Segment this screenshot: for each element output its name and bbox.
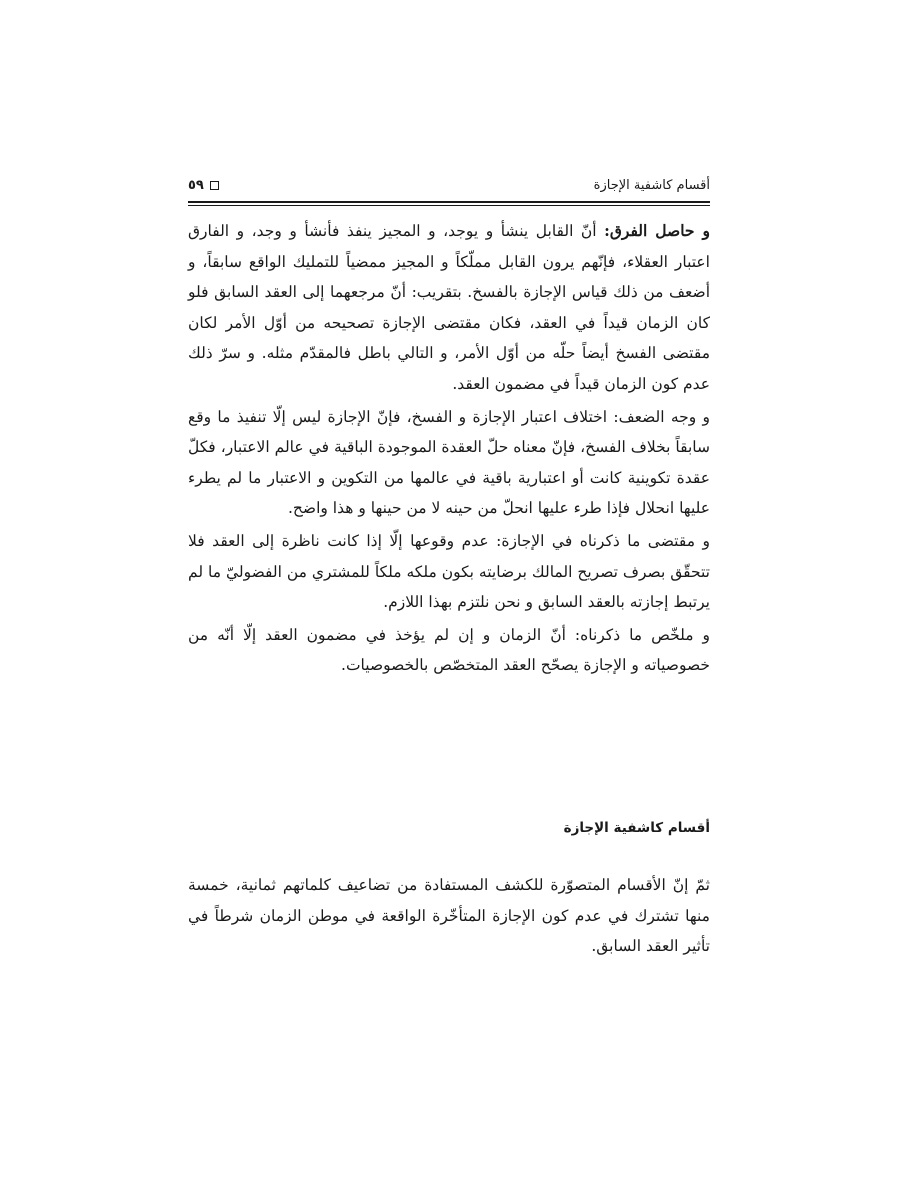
paragraph-1 <box>188 216 710 400</box>
page-number: ٥٩ <box>188 177 204 193</box>
body-text <box>188 216 710 683</box>
page-number-block <box>188 178 219 193</box>
paragraph-4-text: و ملخّص ما ذكرناه: أنّ الزمان و إن لم يؤخذ في مضمون العقد إلّا أنّه من خصوصياته و الإجازة يصحّح العقد المتخصّص بالخصوصيات. <box>188 625 710 675</box>
paragraph-1-text: أنّ القابل ينشأ و يوجد، و المجيز ينفذ فأنشأ و وجد، و الفارق اعتبار العقلاء، فإنّهم يرون القابل مملّكاً و المجيز ممضياً للتمليك الواقع سابقاً، و أضعف من ذلك قياس الإجازة بالفسخ. بتقريب: أنّ مرجعهما إلى العقد السابق فلو كان الزمان قيداً في العقد، فكان مقتضى الإجازة تصحيحه من أوّل الأمر لكان مقتضى الفسخ أيضاً حلّه من أوّل الأمر، و التالي باطل فالمقدّم مثله. و سرّ ذلك عدم كون الزمان قيداً في مضمون العقد. <box>188 222 710 393</box>
section-paragraph: ثمّ إنّ الأقسام المتصوّرة للكشف المستفادة من تضاعيف كلماتهم ثمانية، خمسة منها تشترك في عدم كون الإجازة المتأخّرة الواقعة في موطن الزمان شرطاً في تأثير العقد السابق. <box>188 876 710 956</box>
square-icon <box>210 181 219 190</box>
paragraph-2 <box>188 402 710 524</box>
paragraph-3-text: و مقتضى ما ذكرناه في الإجازة: عدم وقوعها إلّا إذا كانت ناظرة إلى العقد فلا تتحقّق بصرف تصريح المالك برضايته بكون ملكه ملكاً للمشتري من الفضوليّ ما لم يرتبط إجازته بالعقد السابق و نحن نلتزم بهذا اللازم. <box>188 531 710 612</box>
section-heading: أقسام كاشفية الإجازة <box>563 820 710 836</box>
paragraph-2-text: و وجه الضعف: اختلاف اعتبار الإجازة و الفسخ، فإنّ الإجازة ليس إلّا تنفيذ ما وقع سابقاً بخلاف الفسخ، فإنّ معناه حلّ العقدة الموجودة الباقية في عالم الاعتبار، فكلّ عقدة تكوينية كانت أو اعتبارية باقية في عالمها من التكوين و الاعتبار ما لم يطرء عليها انحلال فإذا طرء عليها انحلّ من حينه لا من حينها و هذا واضح. <box>188 407 710 518</box>
header-rule-thin <box>188 205 710 206</box>
running-header-title: أقسام كاشفية الإجازة <box>593 177 710 193</box>
paragraph-3 <box>188 526 710 618</box>
paragraph-4 <box>188 620 710 681</box>
running-header <box>188 172 710 198</box>
paragraph-1-lead: و حاصل الفرق: <box>604 221 710 240</box>
section-text <box>188 870 710 962</box>
